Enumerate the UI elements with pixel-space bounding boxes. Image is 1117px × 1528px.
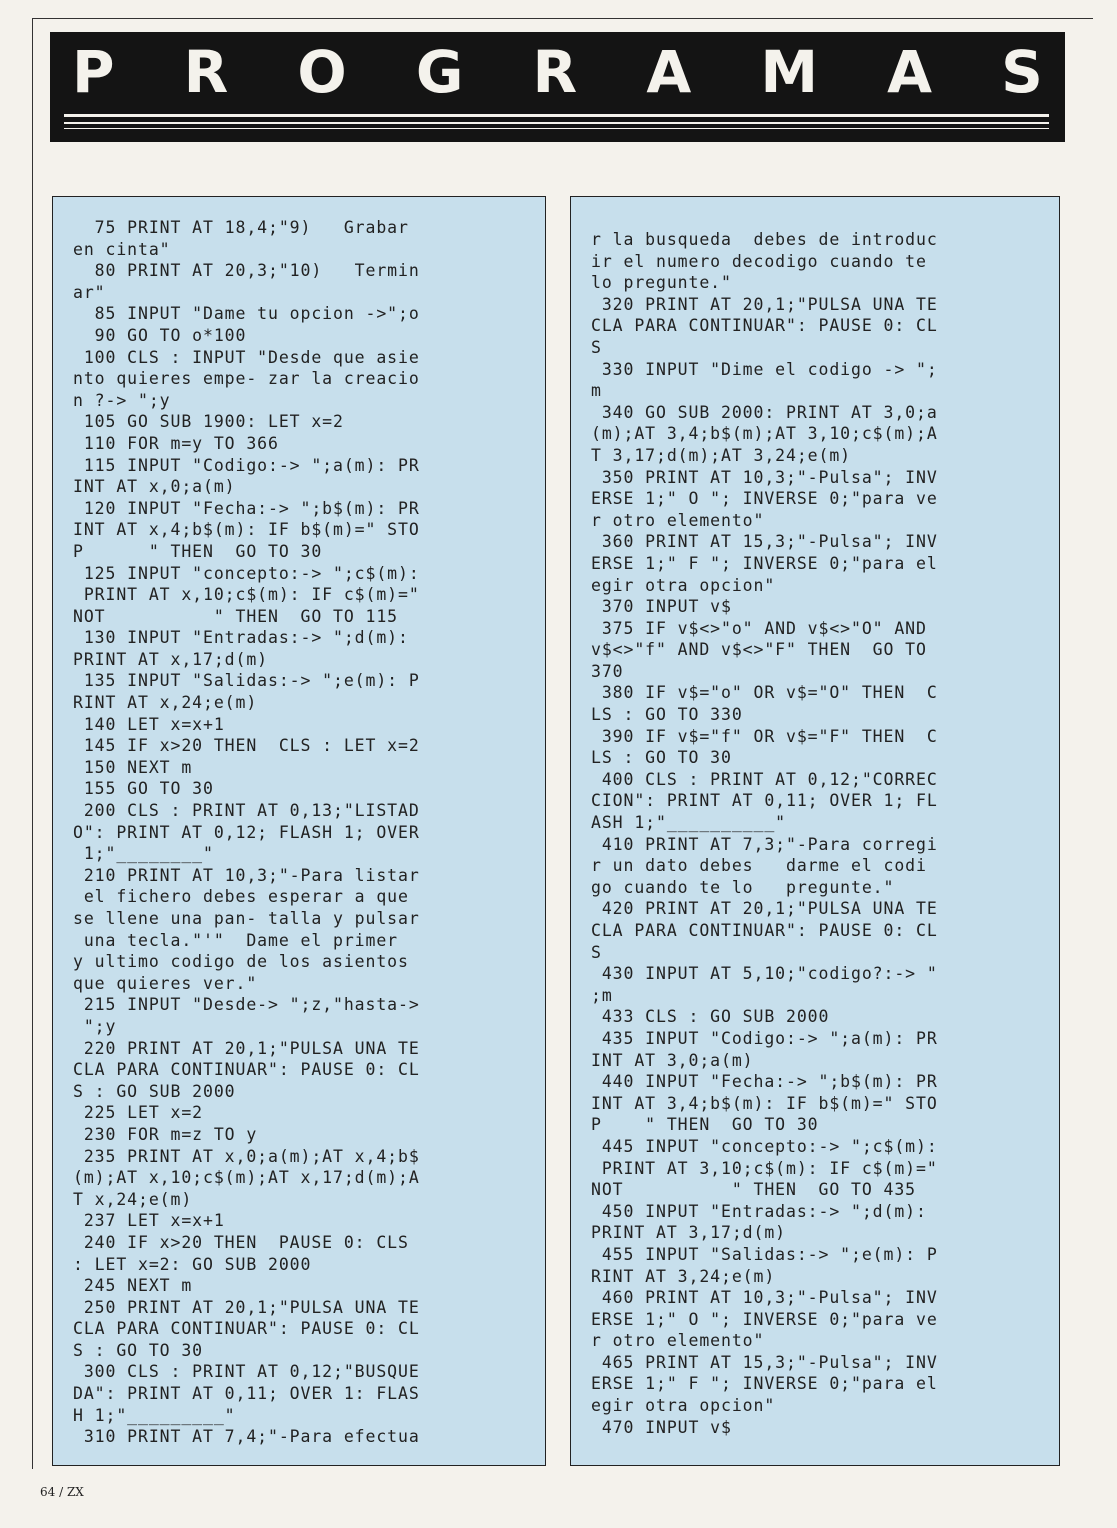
- banner-letter: A: [646, 38, 692, 106]
- code-line: 125 INPUT "concepto:-> ";c$(m):: [73, 563, 420, 583]
- code-line: ar": [73, 282, 106, 302]
- code-line: P " THEN GO TO 30: [591, 1115, 819, 1135]
- code-line: ERSE 1;" F "; INVERSE 0;"para el: [591, 553, 938, 573]
- code-line: 240 IF x>20 THEN PAUSE 0: CLS: [73, 1232, 409, 1252]
- code-line: 380 IF v$="o" OR v$="O" THEN C: [591, 683, 938, 703]
- code-line: 105 GO SUB 1900: LET x=2: [73, 412, 344, 432]
- code-line: go cuando te lo pregunte.": [591, 877, 895, 897]
- code-line: 90 GO TO o*100: [73, 325, 247, 345]
- code-line: r otro elemento": [591, 510, 765, 530]
- code-line: 100 CLS : INPUT "Desde que asie: [73, 347, 420, 367]
- code-line: 210 PRINT AT 10,3;"-Para listar: [73, 865, 420, 885]
- code-line: 370 INPUT v$: [591, 597, 732, 617]
- code-line: una tecla."'" Dame el primer: [73, 930, 399, 950]
- code-line: 145 IF x>20 THEN CLS : LET x=2: [73, 736, 420, 756]
- code-line: 155 GO TO 30: [73, 779, 214, 799]
- code-line: DA": PRINT AT 0,11; OVER 1: FLAS: [73, 1384, 420, 1404]
- code-line: n ?-> ";y: [73, 390, 171, 410]
- code-line: 400 CLS : PRINT AT 0,12;"CORREC: [591, 769, 938, 789]
- code-line: P " THEN GO TO 30: [73, 541, 323, 561]
- code-line: O": PRINT AT 0,12; FLASH 1; OVER: [73, 822, 420, 842]
- code-line: lo pregunte.": [591, 273, 732, 293]
- code-line: 225 LET x=2: [73, 1103, 204, 1123]
- code-line: 135 INPUT "Salidas:-> ";e(m): P: [73, 671, 420, 691]
- page-folio: 64 / ZX: [40, 1485, 84, 1499]
- code-line: S : GO SUB 2000: [73, 1081, 236, 1101]
- code-line: 237 LET x=x+1: [73, 1211, 225, 1231]
- code-line: egir otra opcion": [591, 1396, 776, 1416]
- code-line: 220 PRINT AT 20,1;"PULSA UNA TE: [73, 1038, 420, 1058]
- banner-letter: G: [415, 38, 464, 106]
- code-line: 120 INPUT "Fecha:-> ";b$(m): PR: [73, 498, 420, 518]
- code-line: S : GO TO 30: [73, 1340, 204, 1360]
- code-line: en cinta": [73, 239, 171, 259]
- code-line: 320 PRINT AT 20,1;"PULSA UNA TE: [591, 294, 938, 314]
- code-line: 440 INPUT "Fecha:-> ";b$(m): PR: [591, 1072, 938, 1092]
- code-line: 235 PRINT AT x,0;a(m);AT x,4;b$: [73, 1146, 420, 1166]
- code-line: T x,24;e(m): [73, 1189, 193, 1209]
- code-line: ASH 1;"__________": [591, 813, 787, 833]
- code-line: 430 INPUT AT 5,10;"codigo?:-> ": [591, 964, 938, 984]
- code-line: 390 IF v$="f" OR v$="F" THEN C: [591, 726, 938, 746]
- code-line: NOT " THEN GO TO 435: [591, 1180, 917, 1200]
- code-line: 215 INPUT "Desde-> ";z,"hasta->: [73, 995, 420, 1015]
- code-line: 420 PRINT AT 20,1;"PULSA UNA TE: [591, 899, 938, 919]
- code-line: ";y: [73, 1016, 117, 1036]
- code-line: CION": PRINT AT 0,11; OVER 1; FL: [591, 791, 938, 811]
- basic-listing: [73, 217, 537, 1448]
- code-line: 470 INPUT v$: [591, 1417, 732, 1437]
- code-line: 350 PRINT AT 10,3;"-Pulsa"; INV: [591, 467, 938, 487]
- banner-letter: M: [760, 38, 819, 106]
- code-line: INT AT 3,0;a(m): [591, 1050, 754, 1070]
- code-line: CLA PARA CONTINUAR": PAUSE 0: CL: [591, 921, 938, 940]
- code-line: 433 CLS : GO SUB 2000: [591, 1007, 830, 1027]
- code-line: 465 PRINT AT 15,3;"-Pulsa"; INV: [591, 1352, 938, 1372]
- code-line: r otro elemento": [591, 1331, 765, 1351]
- code-line: 360 PRINT AT 15,3;"-Pulsa"; INV: [591, 532, 938, 552]
- code-line: 450 INPUT "Entradas:-> ";d(m):: [591, 1201, 927, 1221]
- code-line: 250 PRINT AT 20,1;"PULSA UNA TE: [73, 1297, 420, 1317]
- code-line: el fichero debes esperar a que: [73, 887, 409, 907]
- code-line: 110 FOR m=y TO 366: [73, 433, 279, 453]
- banner-letter: R: [183, 38, 229, 106]
- code-line: CLA PARA CONTINUAR": PAUSE 0: CL: [73, 1060, 420, 1080]
- code-line: que quieres ver.": [73, 973, 258, 993]
- code-line: 115 INPUT "Codigo:-> ";a(m): PR: [73, 455, 420, 475]
- code-line: 1;"________": [73, 844, 214, 864]
- code-line: v$<>"f" AND v$<>"F" THEN GO TO: [591, 640, 927, 660]
- code-line: T 3,17;d(m);AT 3,24;e(m): [591, 445, 852, 465]
- code-line: PRINT AT x,10;c$(m): IF c$(m)=": [73, 585, 420, 605]
- code-line: nto quieres empe- zar la creacio: [73, 369, 420, 389]
- banner-letter: O: [297, 38, 347, 106]
- basic-listing: [591, 229, 1051, 1438]
- banner-letter: R: [532, 38, 578, 106]
- code-line: : LET x=2: GO SUB 2000: [73, 1254, 312, 1274]
- code-line: 75 PRINT AT 18,4;"9) Grabar: [73, 218, 409, 237]
- banner-letter: S: [1001, 38, 1043, 106]
- code-line: RINT AT 3,24;e(m): [591, 1266, 776, 1286]
- code-line: 80 PRINT AT 20,3;"10) Termin: [73, 261, 420, 281]
- code-line: 370: [591, 661, 624, 681]
- banner-rule: [64, 114, 1049, 117]
- banner-rule: [64, 128, 1049, 129]
- code-line: 200 CLS : PRINT AT 0,13;"LISTAD: [73, 801, 420, 821]
- code-line: LS : GO TO 30: [591, 748, 732, 768]
- banner-title: [50, 40, 1065, 104]
- code-line: ;m: [591, 985, 613, 1005]
- code-line: CLA PARA CONTINUAR": PAUSE 0: CL: [73, 1319, 420, 1339]
- code-line: 455 INPUT "Salidas:-> ";e(m): P: [591, 1244, 938, 1264]
- code-line: 300 CLS : PRINT AT 0,12;"BUSQUE: [73, 1362, 420, 1382]
- code-line: NOT " THEN GO TO 115: [73, 606, 399, 626]
- code-line: r la busqueda debes de introduc: [591, 230, 938, 249]
- code-line: 310 PRINT AT 7,4;"-Para efectua: [73, 1427, 420, 1447]
- code-line: egir otra opcion": [591, 575, 776, 595]
- code-line: PRINT AT 3,17;d(m): [591, 1223, 787, 1243]
- code-line: INT AT x,4;b$(m): IF b$(m)=" STO: [73, 520, 420, 540]
- code-line: CLA PARA CONTINUAR": PAUSE 0: CL: [591, 316, 938, 336]
- code-line: 340 GO SUB 2000: PRINT AT 3,0;a: [591, 402, 938, 422]
- code-line: 150 NEXT m: [73, 757, 193, 777]
- code-line: 460 PRINT AT 10,3;"-Pulsa"; INV: [591, 1288, 938, 1308]
- code-line: 140 LET x=x+1: [73, 714, 225, 734]
- code-line: PRINT AT 3,10;c$(m): IF c$(m)=": [591, 1158, 938, 1178]
- code-line: PRINT AT x,17;d(m): [73, 649, 269, 669]
- code-line: ERSE 1;" O "; INVERSE 0;"para ve: [591, 1309, 938, 1329]
- code-line: 230 FOR m=z TO y: [73, 1124, 258, 1144]
- banner-letter: A: [887, 38, 933, 106]
- banner-rule: [64, 122, 1049, 124]
- section-banner: [50, 32, 1065, 142]
- code-line: RINT AT x,24;e(m): [73, 693, 258, 713]
- code-line: 330 INPUT "Dime el codigo -> ";: [591, 359, 938, 379]
- listing-column-left: [52, 196, 546, 1466]
- code-line: se llene una pan- talla y pulsar: [73, 909, 420, 928]
- code-line: (m);AT x,10;c$(m);AT x,17;d(m);A: [73, 1168, 420, 1188]
- code-line: y ultimo codigo de los asientos: [73, 952, 409, 972]
- code-line: INT AT x,0;a(m): [73, 477, 236, 497]
- code-line: S: [591, 942, 602, 962]
- code-line: 410 PRINT AT 7,3;"-Para corregi: [591, 834, 938, 854]
- code-line: S: [591, 337, 602, 357]
- code-line: INT AT 3,4;b$(m): IF b$(m)=" STO: [591, 1093, 938, 1113]
- code-line: (m);AT 3,4;b$(m);AT 3,10;c$(m);A: [591, 424, 938, 444]
- code-line: LS : GO TO 330: [591, 705, 743, 725]
- code-line: H 1;"_________": [73, 1405, 236, 1425]
- code-line: ERSE 1;" F "; INVERSE 0;"para el: [591, 1374, 938, 1394]
- code-line: 435 INPUT "Codigo:-> ";a(m): PR: [591, 1028, 938, 1048]
- code-line: ir el numero decodigo cuando te: [591, 251, 927, 271]
- code-line: 245 NEXT m: [73, 1276, 193, 1296]
- code-line: ERSE 1;" O "; INVERSE 0;"para ve: [591, 489, 938, 509]
- code-line: r un dato debes darme el codi: [591, 856, 927, 876]
- code-line: 445 INPUT "concepto:-> ";c$(m):: [591, 1136, 938, 1156]
- code-line: m: [591, 381, 602, 401]
- code-line: 130 INPUT "Entradas:-> ";d(m):: [73, 628, 409, 648]
- code-line: 85 INPUT "Dame tu opcion ->";o: [73, 304, 420, 324]
- code-line: 375 IF v$<>"o" AND v$<>"O" AND: [591, 618, 927, 638]
- listing-column-right: [570, 196, 1060, 1466]
- banner-letter: P: [72, 38, 115, 106]
